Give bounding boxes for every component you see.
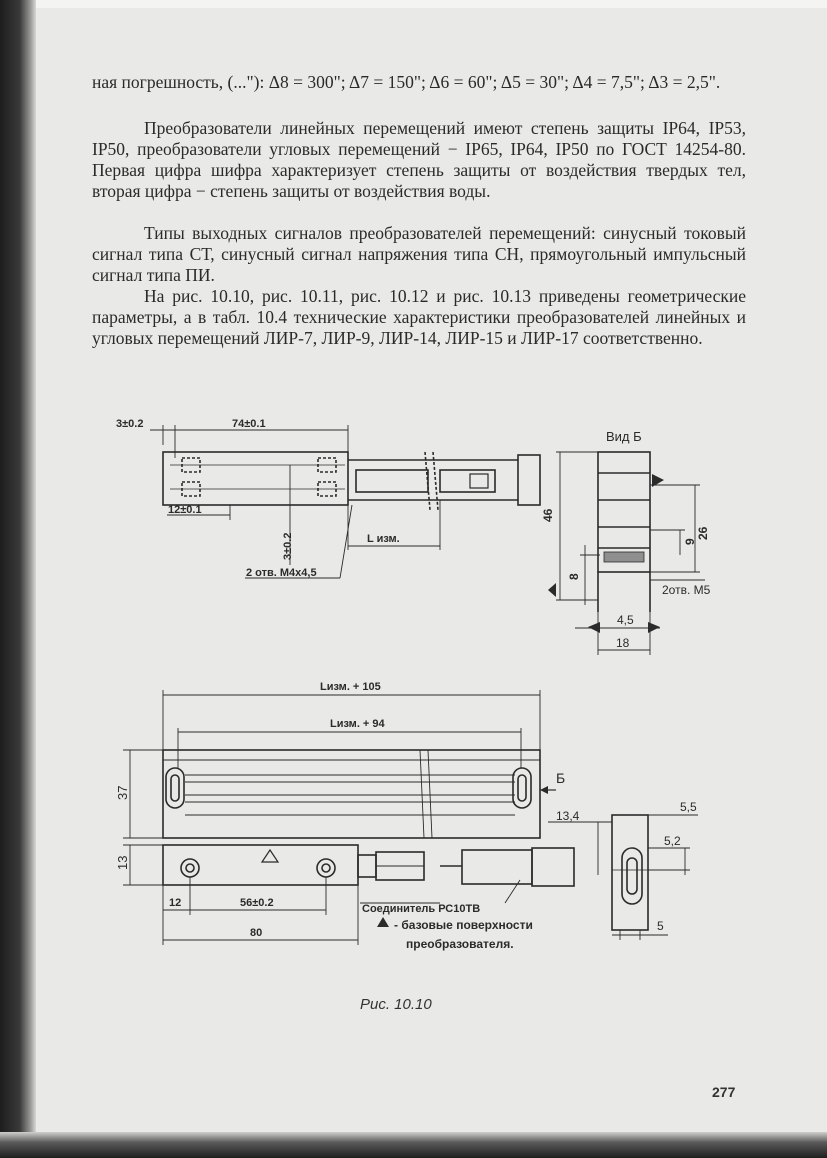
dim-18: 18 xyxy=(616,636,630,650)
paragraph-figure-reference: На рис. 10.10, рис. 10.11, рис. 10.12 и рис. 10.13 приведены геометрические параметры, а в табл. 10.4 технические характеристики преобразователей линейных и угловых перемещений ЛИР-7, ЛИР-9, ЛИР-14, ЛИР-15 и ЛИР-17 соответственно. xyxy=(92,286,746,348)
base-surface-marker xyxy=(648,622,660,633)
view-b-arrow xyxy=(540,786,548,794)
dim-56: 56±0.2 xyxy=(240,897,274,909)
page-number: 277 xyxy=(712,1084,736,1100)
dim-12-top: 12±0.1 xyxy=(168,504,202,516)
dim-4-5: 4,5 xyxy=(617,613,634,627)
figure-caption: Рис. 10.10 xyxy=(360,996,432,1013)
base-surface-marker xyxy=(588,622,600,633)
label-b: Б xyxy=(556,770,566,786)
paragraph-error-values: ная погрешность, (..."): Δ8 = 300"; Δ7 = 150"; Δ6 = 60"; Δ5 = 30"; Δ4 = 7,5"; Δ3 = 2,5". xyxy=(92,72,721,92)
dim-46: 46 xyxy=(541,508,555,522)
paragraph-signal-types: Типы выходных сигналов преобразователей перемещений: синусный токовый сигнал типа СТ, синусный сигнал напряжения типа СН, прямоугольный импульсный сигнал типа ПИ. xyxy=(92,223,746,285)
dim-5-2: 5,2 xyxy=(664,834,681,848)
dim-74: 74±0.1 xyxy=(232,418,266,430)
dim-13-4: 13,4 xyxy=(556,809,580,823)
dim-8: 8 xyxy=(567,573,581,580)
dim-3-vertical: 3±0.2 xyxy=(282,532,294,560)
label-l-izm: L изм. xyxy=(367,533,400,545)
connector-label: Соединитель РС10ТВ xyxy=(362,903,481,915)
dim-3-top: 3±0.2 xyxy=(116,418,144,430)
top-view-body xyxy=(150,425,540,578)
dim-37: 37 xyxy=(115,785,130,800)
label-holes-m5: 2отв. M5 xyxy=(662,583,711,597)
dim-5-5: 5,5 xyxy=(680,800,697,814)
base-surface-label-line1: - базовые поверхности xyxy=(394,918,533,932)
view-b-title: Вид Б xyxy=(606,429,642,444)
dim-9: 9 xyxy=(683,538,697,545)
dim-5: 5 xyxy=(657,919,664,933)
dim-block-height: 13 xyxy=(115,855,130,870)
dim-l-plus-94: Lизм. + 94 xyxy=(330,718,385,730)
dim-26: 26 xyxy=(696,526,710,540)
base-surface-legend-marker xyxy=(377,917,389,927)
dim-80: 80 xyxy=(250,927,263,939)
base-surface-marker xyxy=(548,583,556,597)
dim-12-main: 12 xyxy=(169,897,182,909)
paragraph-protection-degree: Преобразователи линейных перемещений имеют степень защиты IP64, IP53, IP50, преобразователи угловых перемещений − IP65, IP64, IP50 по ГОСТ 14254-80. Первая цифра шифра характеризует степень защиты от воздействия твердых тел, вторая цифра − степень защиты от воздействия воды. xyxy=(92,118,746,201)
base-surface-label-line2: преобразователя. xyxy=(406,937,514,951)
dim-l-plus-105: Lизм. + 105 xyxy=(320,681,381,693)
label-holes-m4: 2 отв. M4x4,5 xyxy=(246,567,317,579)
